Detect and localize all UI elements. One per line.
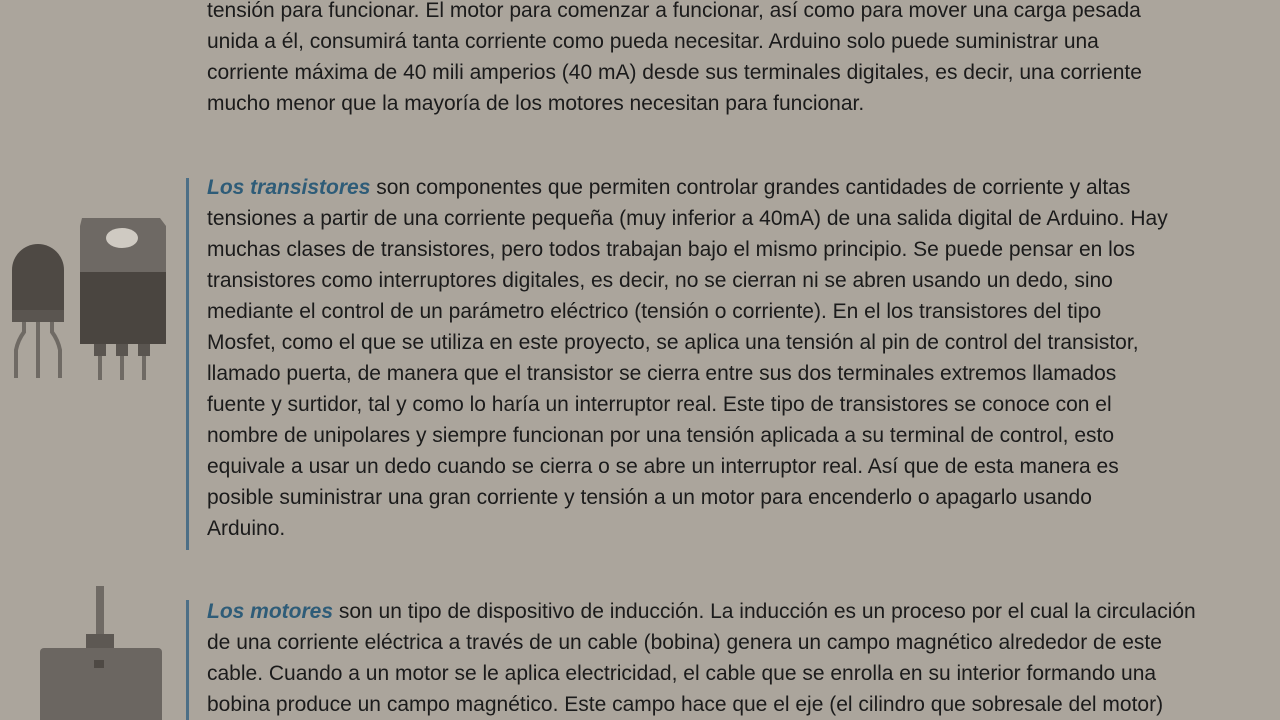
paragraph-line: llamado puerta, de manera que el transistor se cierra entre sus dos terminales extremos llamados bbox=[207, 362, 1117, 385]
paragraph-line: bobina produce un campo magnético. Este campo hace que el eje (el cilindro que sobresale del motor) bbox=[207, 693, 1164, 716]
paragraph-line: muchas clases de transistores, pero todos trabajan bajo el mismo principio. Se puede pensar en los bbox=[207, 238, 1136, 261]
paragraph-first-line bbox=[207, 596, 1280, 627]
paragraph-line: transistores como interruptores digitales, es decir, no se cierran ni se abren usando un dedo, sino bbox=[207, 269, 1113, 292]
paragraph-line: equivale a usar un dedo cuando se cierra o se abre un interruptor real. Así que de esta manera es bbox=[207, 455, 1119, 478]
intro-line: tensión para funcionar. El motor para comenzar a funcionar, así como para mover una carga pesada bbox=[207, 0, 1141, 22]
paragraph-line: Arduino. bbox=[207, 517, 286, 540]
intro-line: mucho menor que la mayoría de los motores necesitan para funcionar. bbox=[207, 92, 865, 115]
paragraph-line: nombre de unipolares y siempre funcionan por una tensión aplicada a su terminal de control, esto bbox=[207, 424, 1115, 447]
motors-paragraph bbox=[207, 596, 1280, 720]
transistors-term: Los transistores bbox=[207, 176, 371, 199]
paragraph-line: posible suministrar una gran corriente y tensión a un motor para encenderlo o apagarlo usando bbox=[207, 486, 1092, 509]
transistor-illustration-icon bbox=[0, 200, 180, 390]
transistors-paragraph bbox=[207, 172, 1280, 544]
paragraph-line: cable. Cuando a un motor se le aplica electricidad, el cable que se enrolla en su interior formando una bbox=[207, 662, 1157, 685]
motors-term: Los motores bbox=[207, 600, 334, 623]
paragraph-line: fuente y surtidor, tal y como lo haría un interruptor real. Este tipo de transistores se conoce con el bbox=[207, 393, 1112, 416]
paragraph-line: de una corriente eléctrica a través de un cable (bobina) genera un campo magnético alrededor de este bbox=[207, 631, 1162, 654]
paragraph-line: mediante el control de un parámetro eléctrico (tensión o corriente). En el los transistores del tipo bbox=[207, 300, 1102, 323]
paragraph-text: son componentes que permiten controlar grandes cantidades de corriente y altas bbox=[370, 176, 1131, 199]
motors-accent-bar bbox=[186, 600, 189, 720]
intro-line: corriente máxima de 40 mili amperios (40 mA) desde sus terminales digitales, es decir, una corriente bbox=[207, 61, 1142, 84]
dc-motor-illustration-icon bbox=[20, 580, 180, 720]
transistors-accent-bar bbox=[186, 178, 189, 550]
paragraph-line: tensiones a partir de una corriente pequeña (muy inferior a 40mA) de una salida digital de Arduino. Hay bbox=[207, 207, 1168, 230]
paragraph-line: Mosfet, como el que se utiliza en este proyecto, se aplica una tensión al pin de control del transistor, bbox=[207, 331, 1139, 354]
intro-paragraph bbox=[207, 0, 1280, 119]
paragraph-text: son un tipo de dispositivo de inducción. La inducción es un proceso por el cual la circulación bbox=[333, 600, 1196, 623]
paragraph-first-line bbox=[207, 172, 1280, 203]
intro-line: unida a él, consumirá tanta corriente como pueda necesitar. Arduino solo puede suministrar una bbox=[207, 30, 1099, 53]
